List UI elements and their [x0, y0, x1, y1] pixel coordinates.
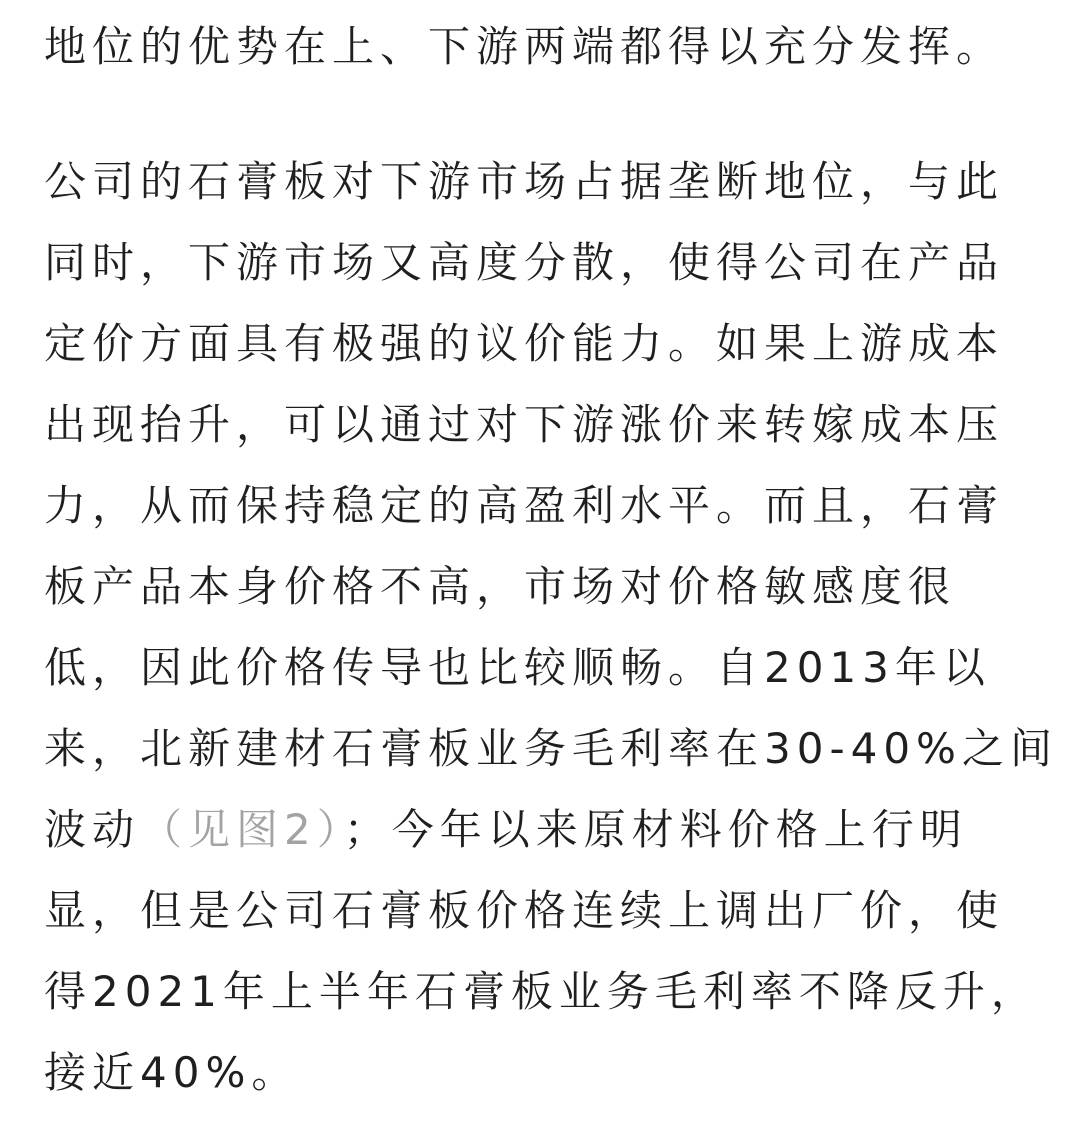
paragraph-2-line-8: 来，北新建材石膏板业务毛利率在30-40%之间: [44, 724, 1058, 773]
paragraph-2-line-1: 公司的石膏板对下游市场占据垄断地位，与此: [44, 157, 1005, 206]
paragraph-2-line-5: 力，从而保持稳定的高盈利水平。而且，石膏: [44, 481, 1005, 530]
line-9-suffix: ；今年以来原材料价格上行明: [343, 805, 968, 854]
paragraph-2-line-12: 接近40%。: [44, 1048, 300, 1097]
figure-reference: （见图2）: [140, 805, 344, 854]
paragraph-2: [44, 141, 1058, 1113]
paragraph-2-line-6: 板产品本身价格不高，市场对价格敏感度很: [44, 562, 957, 611]
paragraph-2-line-7: 低，因此价格传导也比较顺畅。自2013年以: [44, 643, 991, 692]
paragraph-2-line-2: 同时，下游市场又高度分散，使得公司在产品: [44, 238, 1005, 287]
paragraph-2-line-9: [44, 789, 1040, 870]
paragraph-gap: [44, 87, 1040, 141]
paragraph-2-line-10: 显，但是公司石膏板价格连续上调出厂价，使: [44, 886, 1005, 935]
paragraph-1: [44, 6, 1040, 87]
paragraph-2-line-11: 得2021年上半年石膏板业务毛利率不降反升，: [44, 967, 1039, 1016]
paragraph-2-line-4: 出现抬升，可以通过对下游涨价来转嫁成本压: [44, 400, 1005, 449]
paragraph-1-line-1: 地位的优势在上、下游两端都得以充分发挥。: [44, 22, 1005, 71]
paragraph-2-line-3: 定价方面具有极强的议价能力。如果上游成本: [44, 319, 1005, 368]
line-9-prefix: 波动: [44, 805, 141, 854]
article-body: [44, 6, 1058, 1113]
